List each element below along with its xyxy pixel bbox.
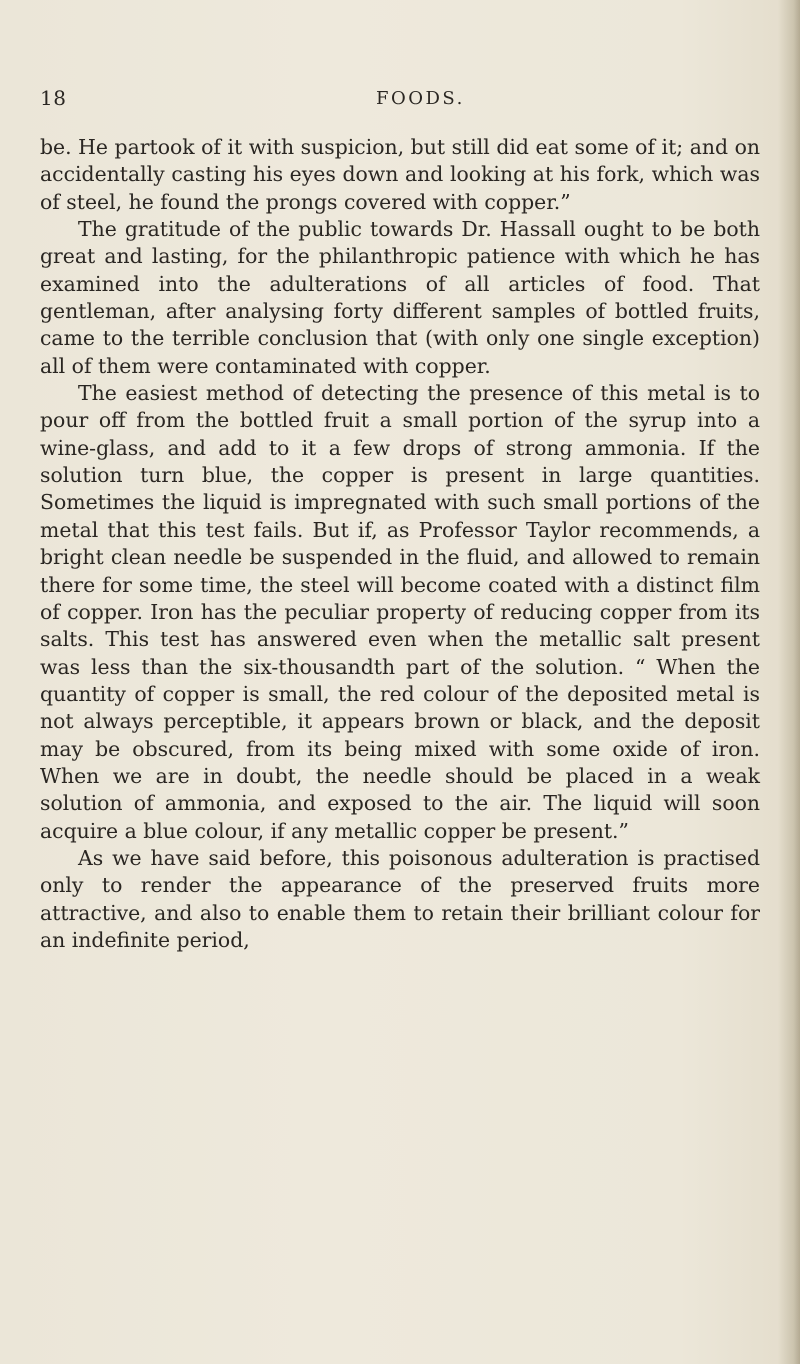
paragraph-adulteration-purpose: As we have said before, this poisonous adulteration is practised only to render the appearance of the preserved fruits more attractive, and also to enable them to retain their brilliant colour for an indefinite period, [40,845,760,952]
page-number: 18 [40,86,67,110]
page-edge-shadow [778,0,800,1364]
paragraph-hassall: The gratitude of the public towards Dr. Hassall ought to be both great and lasting, for the philanthropic patience with which he has examined into the adulterations of all articles of food. That gentleman, after analysing forty different samples of bottled fruits, came to the terrible conclusion that (with only one single exception) all of them were contaminated with copper. [40,217,760,378]
running-head: FOODS. [376,88,465,109]
page-header [40,86,760,116]
body-text [40,134,760,954]
paragraph-detection-method: The easiest method of detecting the presence of this metal is to pour off from the bottled fruit a small portion of the syrup into a wine-glass, and add to it a few drops of strong ammonia. If the solution turn blue, the copper is present in large quantities. Sometimes the liquid is impregnated with such small portions of the metal that this test fails. But if, as Professor Taylor recommends, a bright clean needle be suspended in the fluid, and allowed to remain there for some time, the steel will become coated with a distinct film of copper. Iron has the peculiar property of reducing copper from its salts. This test has answered even when the metallic salt present was less than the six-thousandth part of the solution. “ When the quantity of copper is small, the red colour of the deposited metal is not always perceptible, it appears brown or black, and the deposit may be obscured, from its being mixed with some oxide of iron. When we are in doubt, the needle should be placed in a weak solution of ammonia, and exposed to the air. The liquid will soon acquire a blue colour, if any metallic copper be present.” [40,381,760,843]
paragraph-continued: be. He partook of it with suspicion, but still did eat some of it; and on accidentally casting his eyes down and looking at his fork, which was of steel, he found the prongs covered with copper.” [40,135,760,214]
